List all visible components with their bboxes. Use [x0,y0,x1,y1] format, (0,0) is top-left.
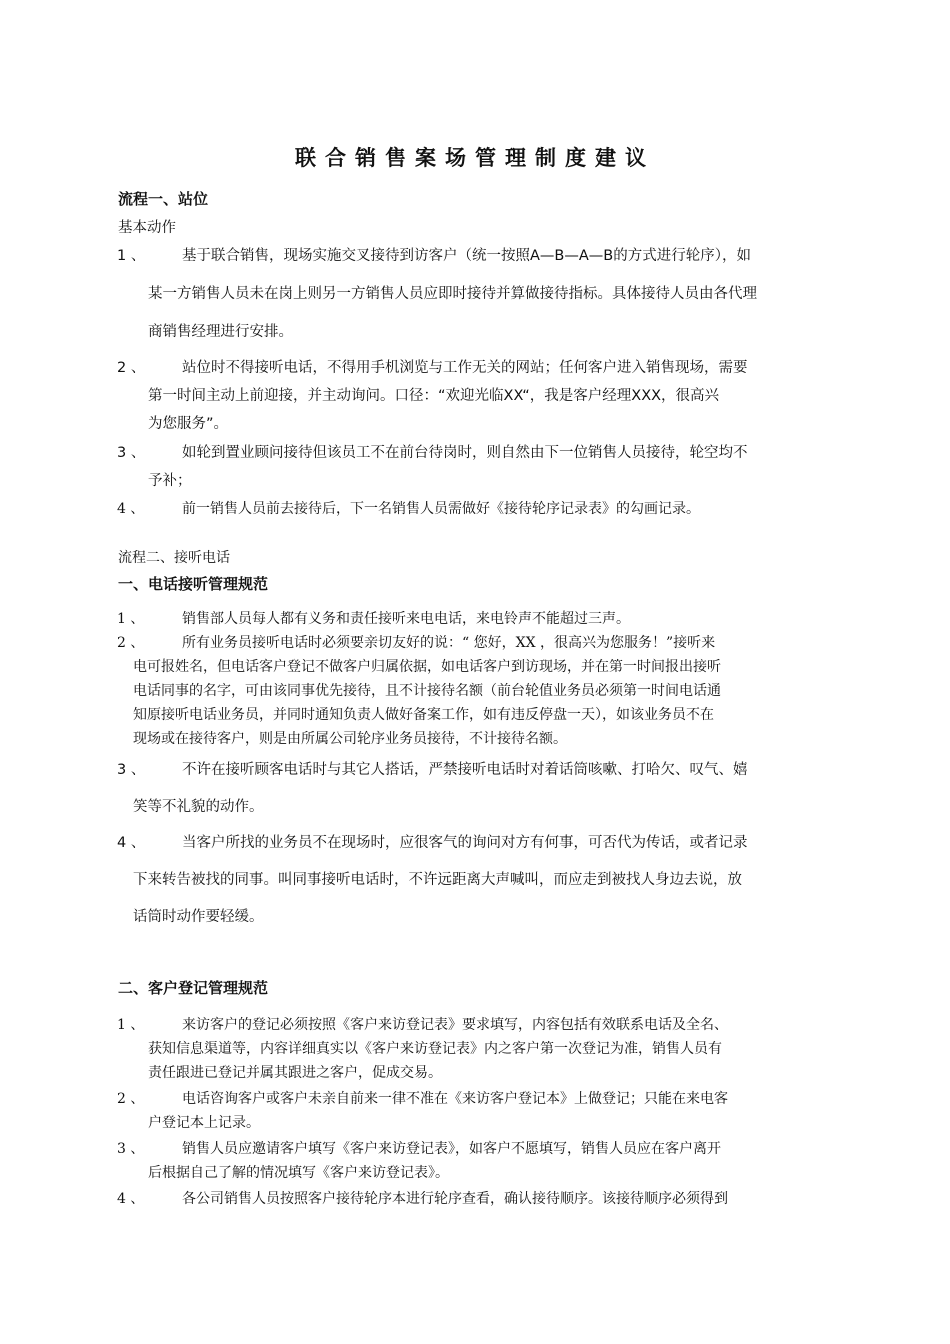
item-line: 当客户所找的业务员不在现场时，应很客气的询问对方有何事，可否代为传话，或者记录 [182,835,748,851]
item-line: 销售人员应邀请客户填写《客户来访登记表》，如客户不愿填写，销售人员应在客户离开 [182,1141,721,1157]
item-line: 所有业务员接听电话时必须要亲切友好的说：“ 您好，XX ，很高兴为您服务！”接听来 [182,635,716,651]
section1-heading: 流程一、站位 [118,190,209,208]
section2-subheading: 一、电话接听管理规范 [118,575,269,593]
item-number: 3 、 [117,1141,145,1157]
document-title: 联合销售案场管理制度建议 [295,146,655,170]
item-line: 后根据自己了解的情况填写《客户来访登记表》。 [148,1165,449,1181]
item-number: 2 、 [117,635,145,651]
item-line: 某一方销售人员未在岗上则另一方销售人员应即时接待并算做接待指标。具体接待人员由各代理 [148,286,757,302]
item-line: 为您服务”。 [148,416,229,432]
item-line: 下来转告被找的同事。叫同事接听电话时，不许远距离大声喊叫，而应走到被找人身边去说，放 [133,872,742,888]
item-line: 来访客户的登记必须按照《客户来访登记表》要求填写，内容包括有效联系电话及全名、 [182,1017,728,1033]
item-line: 电话咨询客户或客户未亲自前来一律不准在《来访客户登记本》上做登记；只能在来电客 [182,1091,728,1107]
item-line: 现场或在接待客户，则是由所属公司轮序业务员接待，不计接待名额。 [133,731,567,747]
item-number: 4 、 [117,1191,145,1207]
item-number: 3 、 [117,445,146,461]
item-line: 予补； [148,473,192,489]
item-number: 4 、 [117,835,146,851]
item-line: 不许在接听顾客电话时与其它人搭话，严禁接听电话时对着话筒咳嗽、打哈欠、叹气、嬉 [182,762,748,778]
item-number: 1 、 [117,248,146,264]
item-line: 话筒时动作要轻缓。 [133,909,264,925]
item-number: 3 、 [117,762,146,778]
item-number: 1 、 [117,1017,145,1033]
item-line: 基于联合销售，现场实施交叉接待到访客户（统一按照A—B—A—B的方式进行轮序），如 [182,248,751,264]
item-line: 如轮到置业顾问接待但该员工不在前台待岗时，则自然由下一位销售人员接待，轮空均不 [182,445,748,461]
item-line: 获知信息渠道等，内容详细真实以《客户来访登记表》内之客户第一次登记为准，销售人员有 [148,1041,722,1057]
item-number: 1 、 [117,611,145,627]
item-line: 销售部人员每人都有义务和责任接听来电电话，来电铃声不能超过三声。 [182,611,630,627]
item-line: 站位时不得接听电话，不得用手机浏览与工作无关的网站；任何客户进入销售现场，需要 [182,360,748,376]
section3-heading: 二、客户登记管理规范 [118,979,269,997]
item-line: 责任跟进已登记并属其跟进之客户，促成交易。 [148,1065,442,1081]
item-number: 2 、 [117,1091,145,1107]
item-line: 商销售经理进行安排。 [148,324,293,340]
section1-subheading: 基本动作 [118,220,176,236]
item-line: 户登记本上记录。 [148,1115,260,1131]
item-line: 前一销售人员前去接待后，下一名销售人员需做好《接待轮序记录表》的勾画记录。 [182,501,700,517]
item-line: 第一时间主动上前迎接，并主动询问。口径：“欢迎光临XX“，我是客户经理XXX，很高兴 [148,388,720,404]
item-number: 4 、 [117,501,145,517]
item-number: 2 、 [117,360,146,376]
section2-heading: 流程二、接听电话 [118,550,230,566]
item-line: 笑等不礼貌的动作。 [133,799,264,815]
item-line: 电可报姓名，但电话客户登记不做客户归属依据，如电话客户到访现场，并在第一时间报出接听 [133,659,721,675]
item-line: 电话同事的名字，可由该同事优先接待，且不计接待名额（前台轮值业务员必须第一时间电话通 [133,683,721,699]
item-line: 各公司销售人员按照客户接待轮序本进行轮序查看，确认接待顺序。该接待顺序必须得到 [182,1191,728,1207]
item-line: 知原接听电话业务员，并同时通知负责人做好备案工作，如有违反停盘一天），如该业务员不在 [133,707,714,723]
